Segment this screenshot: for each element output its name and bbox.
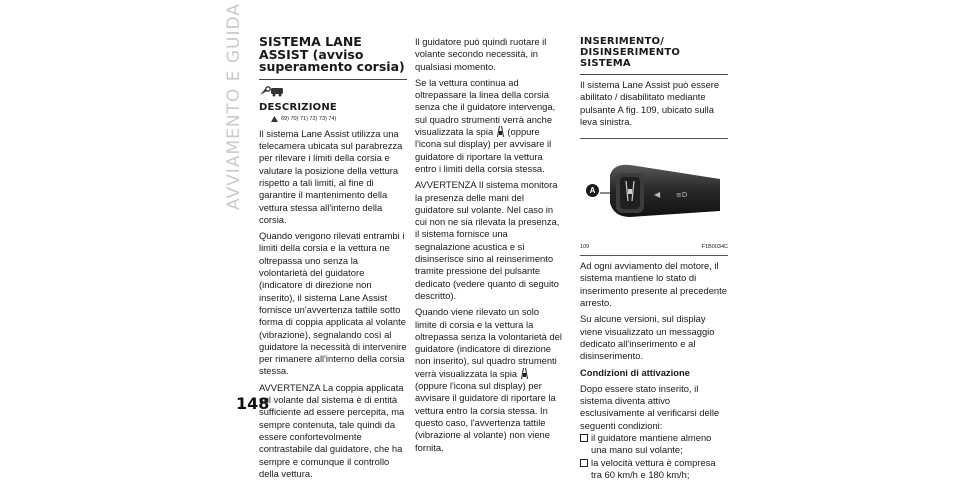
subsection-title: DESCRIZIONE <box>259 101 337 113</box>
warning-triangle-icon <box>271 116 278 122</box>
svg-text:≡D: ≡D <box>676 191 688 200</box>
figure-code: F1B0034C <box>701 243 728 250</box>
paragraph: AVVERTENZA Il sistema monitora la presenza delle mani del guidatore sul volante. Nel caso in cui non ne sia rilevata la presenza, il sistema fornisce una segnalazione acustica e si disinserisce sino al reinserimento tramite pressione del pulsante dedicato (vedere quanto di seguito descritto). <box>415 179 560 301</box>
paragraph-text: Se la vettura continua ad oltrepassare la linea della corsia senza che il guidatore intervenga, sul quadro strumenti verrà anche visualizzata la spia <box>415 76 556 138</box>
section-title: INSERIMENTO/ DISINSERIMENTO SISTEMA <box>580 36 681 69</box>
column-2 <box>415 36 563 458</box>
callout-a: A <box>586 184 599 197</box>
warning-references <box>271 113 407 125</box>
figure-number: 109 <box>580 243 590 250</box>
conditions-heading: Condizioni di attivazione <box>580 366 690 378</box>
paragraph: Il guidatore può quindi ruotare il volante secondo necessità, in qualsiasi momento. <box>415 36 547 72</box>
references-text: 69) 70) 71) 72) 73) 74) <box>281 115 337 122</box>
section-title: SISTEMA LANE ASSIST (avviso superamento corsia) <box>259 34 405 74</box>
list-item <box>580 457 728 482</box>
paragraph-text: Quando viene rilevato un solo limite di corsia e la vettura la oltrepassa senza la volontarietà del guidatore (indicatore di direzione non inserito), sul quadro strumenti verrà visualizzata la spia <box>415 306 562 379</box>
paragraph: AVVERTENZA La coppia applicata sul volante dal sistema è di entità sufficiente ad essere percepita, ma sempre contenuta, tale quindi da essere confortevolmente contrastabile dal guidatore, che ha sempre e comunque il controllo della vettura. <box>259 381 405 479</box>
steering-lever-illustration <box>580 145 728 245</box>
list-item <box>580 432 728 457</box>
paragraph: Ad ogni avviamento del motore, il sistema mantiene lo stato di inserimento presente al precedente arresto. <box>580 260 727 309</box>
list-item-text: la velocità vettura è compresa tra 60 km/h e 180 km/h; <box>591 456 716 480</box>
paragraph-text: (oppure l'icona sul display) per avvisare il guidatore di riportare la vettura entro i limiti della corsia stessa. <box>415 126 552 174</box>
paragraph: Dopo essere stato inserito, il sistema diventa attivo esclusivamente al verificarsi delle seguenti condizioni: <box>580 382 720 431</box>
paragraph <box>415 77 563 175</box>
column-1 <box>259 36 407 484</box>
paragraph: Su alcune versioni, sul display viene visualizzato un messaggio dedicato all'inserimento e al disinserimento. <box>580 313 715 362</box>
checkbox-bullet-icon <box>580 459 588 467</box>
chapter-side-title: AVVIAMENTO E GUIDA <box>224 3 244 210</box>
paragraph: Il sistema Lane Assist utilizza una telecamera ubicata sul parabrezza per rilevare i limiti della corsia e valutare la posizione della vettura rispetto a tali limiti, al fine di garantire il mantenimento della vettura stessa all'interno della corsia. <box>259 127 403 225</box>
column-3 <box>580 36 728 481</box>
wrench-car-icon <box>259 85 285 97</box>
page-number: 148 <box>236 394 270 413</box>
paragraph: Quando vengono rilevati entrambi i limiti della corsia e la vettura ne oltrepassa uno senza la volontarietà del guidatore (indicatore di direzione non inserito), il sistema Lane Assist fornisce un'avvertenza tattile sotto forma di coppia applicata al volante (vibrazione), segnalando così al guidatore la necessità di intervenire per rimanere all'interno della corsia stessa. <box>259 230 407 377</box>
title-rule <box>580 74 728 75</box>
figure-109 <box>580 138 728 256</box>
svg-text:◀: ◀ <box>654 190 661 200</box>
checkbox-bullet-icon <box>580 434 588 442</box>
lane-warning-icon <box>496 126 505 137</box>
figure-caption <box>580 241 728 253</box>
paragraph-text: (oppure l'icona sul display) per avvisare il guidatore di riportare la vettura entro la corsia stessa. In questo caso, l'avvertenza tattile (vibrazione al volante) non viene fornita. <box>415 380 556 453</box>
title-rule <box>259 79 407 80</box>
lane-warning-icon <box>520 368 529 379</box>
paragraph: Il sistema Lane Assist può essere abilitato / disabilitato mediante pulsante A fig. 109, ubicato sulla leva sinistra. <box>580 79 720 127</box>
list-item-text: il guidatore mantiene almeno una mano sul volante; <box>591 432 712 456</box>
